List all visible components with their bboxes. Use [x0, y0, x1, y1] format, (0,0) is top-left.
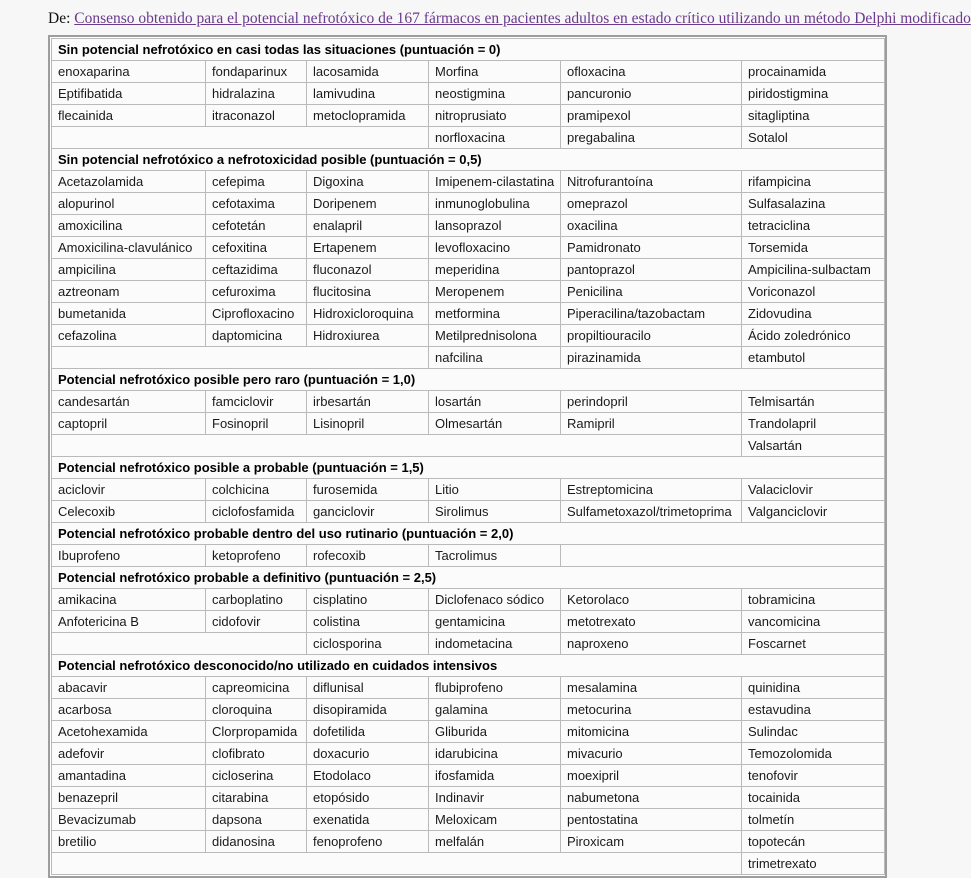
drug-cell: trimetrexato	[742, 853, 885, 875]
drug-cell: Torsemida	[742, 237, 885, 259]
table-row	[52, 611, 885, 633]
drug-cell: ketoprofeno	[206, 545, 307, 567]
drug-cell: nafcilina	[429, 347, 561, 369]
table-row	[52, 787, 885, 809]
drug-cell: indometacina	[429, 633, 561, 655]
drug-cell: Zidovudina	[742, 303, 885, 325]
drug-cell: pantoprazol	[561, 259, 742, 281]
drug-cell: tenofovir	[742, 765, 885, 787]
table-row	[52, 677, 885, 699]
drug-cell: procainamida	[742, 61, 885, 83]
drug-cell: cisplatino	[307, 589, 429, 611]
drug-cell: gentamicina	[429, 611, 561, 633]
drug-cell: topotecán	[742, 831, 885, 853]
drug-cell: pirazinamida	[561, 347, 742, 369]
table-row	[52, 215, 885, 237]
drug-cell: Ertapenem	[307, 237, 429, 259]
section-header: Potencial nefrotóxico posible a probable (puntuación = 1,5)	[52, 457, 885, 479]
section-header: Sin potencial nefrotóxico a nefrotoxicidad posible (puntuación = 0,5)	[52, 149, 885, 171]
table-row	[52, 259, 885, 281]
drug-cell: Celecoxib	[52, 501, 206, 523]
drug-cell: Morfina	[429, 61, 561, 83]
drug-cell: enoxaparina	[52, 61, 206, 83]
drug-cell: Acetohexamida	[52, 721, 206, 743]
drug-cell: adefovir	[52, 743, 206, 765]
drug-cell: Fosinopril	[206, 413, 307, 435]
drug-cell: Trandolapril	[742, 413, 885, 435]
drug-cell: lacosamida	[307, 61, 429, 83]
section-header: Potencial nefrotóxico probable a definitivo (puntuación = 2,5)	[52, 567, 885, 589]
table-row	[52, 237, 885, 259]
table-row	[52, 743, 885, 765]
drug-cell: cloroquina	[206, 699, 307, 721]
drug-cell: omeprazol	[561, 193, 742, 215]
drug-cell: Indinavir	[429, 787, 561, 809]
drug-cell: Clorpropamida	[206, 721, 307, 743]
table-frame	[48, 35, 887, 878]
section-row	[52, 149, 885, 171]
drug-cell: Acetazolamida	[52, 171, 206, 193]
drug-cell: meperidina	[429, 259, 561, 281]
drug-cell: candesartán	[52, 391, 206, 413]
drug-cell: metotrexato	[561, 611, 742, 633]
drug-cell: Piperacilina/tazobactam	[561, 303, 742, 325]
drug-cell: ciclofosfamida	[206, 501, 307, 523]
drug-cell: enalapril	[307, 215, 429, 237]
table-row	[52, 435, 885, 457]
drug-cell: Penicilina	[561, 281, 742, 303]
drug-cell: flucitosina	[307, 281, 429, 303]
drug-cell: Metilprednisolona	[429, 325, 561, 347]
drug-cell: Sotalol	[742, 127, 885, 149]
table-row	[52, 633, 885, 655]
table-row	[52, 127, 885, 149]
drug-cell: Estreptomicina	[561, 479, 742, 501]
drug-cell	[52, 633, 307, 655]
table-body	[52, 39, 885, 875]
drug-cell: carboplatino	[206, 589, 307, 611]
drug-cell: cefazolina	[52, 325, 206, 347]
drug-cell: Sulfametoxazol/trimetoprima	[561, 501, 742, 523]
drug-cell: Piroxicam	[561, 831, 742, 853]
table-row	[52, 699, 885, 721]
drug-cell: Nitrofurantoína	[561, 171, 742, 193]
drug-cell: acarbosa	[52, 699, 206, 721]
drug-cell: fluconazol	[307, 259, 429, 281]
drug-cell: colistina	[307, 611, 429, 633]
drug-cell: ifosfamida	[429, 765, 561, 787]
drug-cell: diflunisal	[307, 677, 429, 699]
drug-cell: disopiramida	[307, 699, 429, 721]
drug-cell: Etodolaco	[307, 765, 429, 787]
drug-cell: Litio	[429, 479, 561, 501]
table-row	[52, 831, 885, 853]
drug-cell: hidralazina	[206, 83, 307, 105]
drug-cell: Anfotericina B	[52, 611, 206, 633]
drug-cell: idarubicina	[429, 743, 561, 765]
drug-cell: Telmisartán	[742, 391, 885, 413]
drug-cell: Hidroxiurea	[307, 325, 429, 347]
drug-cell: tolmetín	[742, 809, 885, 831]
drug-cell: Valganciclovir	[742, 501, 885, 523]
drug-cell: captopril	[52, 413, 206, 435]
drug-cell: amantadina	[52, 765, 206, 787]
drug-cell: cefoxitina	[206, 237, 307, 259]
drug-cell: Valaciclovir	[742, 479, 885, 501]
drug-cell: etopósido	[307, 787, 429, 809]
table-row	[52, 171, 885, 193]
drug-cell: melfalán	[429, 831, 561, 853]
drug-cell: bumetanida	[52, 303, 206, 325]
drug-cell: lansoprazol	[429, 215, 561, 237]
drug-cell: Sulfasalazina	[742, 193, 885, 215]
drug-cell: lamivudina	[307, 83, 429, 105]
drug-cell: pramipexol	[561, 105, 742, 127]
drug-cell: sitagliptina	[742, 105, 885, 127]
drug-cell: Digoxina	[307, 171, 429, 193]
drug-cell: pentostatina	[561, 809, 742, 831]
drug-cell: ofloxacina	[561, 61, 742, 83]
drug-cell	[52, 853, 742, 875]
drug-cell: furosemida	[307, 479, 429, 501]
drug-cell: tobramicina	[742, 589, 885, 611]
drug-cell: nitroprusiato	[429, 105, 561, 127]
drug-cell: galamina	[429, 699, 561, 721]
drug-cell: fenoprofeno	[307, 831, 429, 853]
table-row	[52, 479, 885, 501]
drug-cell: naproxeno	[561, 633, 742, 655]
drug-cell: alopurinol	[52, 193, 206, 215]
drug-cell: capreomicina	[206, 677, 307, 699]
drug-cell: metocurina	[561, 699, 742, 721]
drug-cell: ganciclovir	[307, 501, 429, 523]
section-row	[52, 523, 885, 545]
table-row	[52, 61, 885, 83]
drug-cell: exenatida	[307, 809, 429, 831]
drug-cell: Tacrolimus	[429, 545, 561, 567]
table-row	[52, 545, 885, 567]
drug-cell: vancomicina	[742, 611, 885, 633]
drug-cell: mesalamina	[561, 677, 742, 699]
drug-cell: ciclosporina	[307, 633, 429, 655]
table-row	[52, 83, 885, 105]
drug-cell	[52, 347, 429, 369]
drug-cell: nabumetona	[561, 787, 742, 809]
drug-cell: Gliburida	[429, 721, 561, 743]
table-row	[52, 105, 885, 127]
source-prefix-label: De:	[48, 10, 71, 27]
drug-cell: pancuronio	[561, 83, 742, 105]
table-row	[52, 765, 885, 787]
drug-cell: etambutol	[742, 347, 885, 369]
drug-cell: oxacilina	[561, 215, 742, 237]
drug-cell: Lisinopril	[307, 413, 429, 435]
drug-cell: Amoxicilina-clavulánico	[52, 237, 206, 259]
drug-cell: tetraciclina	[742, 215, 885, 237]
drug-cell: aciclovir	[52, 479, 206, 501]
drug-cell: Voriconazol	[742, 281, 885, 303]
drug-cell: losartán	[429, 391, 561, 413]
table-row	[52, 501, 885, 523]
table-row	[52, 391, 885, 413]
drug-cell: Ramipril	[561, 413, 742, 435]
drug-cell: cefotetán	[206, 215, 307, 237]
drug-cell: pregabalina	[561, 127, 742, 149]
drug-cell: cicloserina	[206, 765, 307, 787]
drug-cell: doxacurio	[307, 743, 429, 765]
section-header: Sin potencial nefrotóxico en casi todas las situaciones (puntuación = 0)	[52, 39, 885, 61]
drug-cell: ceftazidima	[206, 259, 307, 281]
drug-cell: abacavir	[52, 677, 206, 699]
drug-cell: Meropenem	[429, 281, 561, 303]
section-header: Potencial nefrotóxico probable dentro del uso rutinario (puntuación = 2,0)	[52, 523, 885, 545]
drug-cell: Doripenem	[307, 193, 429, 215]
section-header: Potencial nefrotóxico desconocido/no utilizado en cuidados intensivos	[52, 655, 885, 677]
table-row	[52, 853, 885, 875]
drug-cell: ampicilina	[52, 259, 206, 281]
drug-cell: famciclovir	[206, 391, 307, 413]
table-row	[52, 413, 885, 435]
drug-cell: neostigmina	[429, 83, 561, 105]
drug-cell: Diclofenaco sódico	[429, 589, 561, 611]
drug-cell: cidofovir	[206, 611, 307, 633]
drug-cell: moexipril	[561, 765, 742, 787]
drug-cell: Imipenem-cilastatina	[429, 171, 561, 193]
drug-cell: rifampicina	[742, 171, 885, 193]
drug-cell: Hidroxicloroquina	[307, 303, 429, 325]
drug-cell: tocainida	[742, 787, 885, 809]
drug-cell: Foscarnet	[742, 633, 885, 655]
section-row	[52, 369, 885, 391]
drug-cell: Bevacizumab	[52, 809, 206, 831]
drug-cell: cefuroxima	[206, 281, 307, 303]
section-header: Potencial nefrotóxico posible pero raro (puntuación = 1,0)	[52, 369, 885, 391]
drug-cell: Ácido zoledrónico	[742, 325, 885, 347]
table-row	[52, 193, 885, 215]
table-row	[52, 721, 885, 743]
drug-cell: Ampicilina-sulbactam	[742, 259, 885, 281]
table-row	[52, 303, 885, 325]
section-row	[52, 567, 885, 589]
drug-cell: dofetilida	[307, 721, 429, 743]
drug-cell: flecainida	[52, 105, 206, 127]
drug-cell: inmunoglobulina	[429, 193, 561, 215]
drug-cell: Valsartán	[742, 435, 885, 457]
drug-cell: perindopril	[561, 391, 742, 413]
drug-cell: Ketorolaco	[561, 589, 742, 611]
table-row	[52, 589, 885, 611]
drug-cell: amoxicilina	[52, 215, 206, 237]
drug-cell	[52, 435, 742, 457]
drug-cell: Eptifibatida	[52, 83, 206, 105]
section-row	[52, 655, 885, 677]
drug-cell: Meloxicam	[429, 809, 561, 831]
drug-cell: citarabina	[206, 787, 307, 809]
drug-cell: flubiprofeno	[429, 677, 561, 699]
drug-cell: Ibuprofeno	[52, 545, 206, 567]
source-link[interactable]: Consenso obtenido para el potencial nefrotóxico de 167 fármacos en pacientes adultos en estado crítico utilizando un método Delphi modificado	[74, 10, 971, 27]
nephrotoxicity-table	[51, 38, 885, 875]
drug-cell: Sulindac	[742, 721, 885, 743]
drug-cell	[561, 545, 885, 567]
drug-cell: benazepril	[52, 787, 206, 809]
drug-cell: metformina	[429, 303, 561, 325]
drug-cell: cefotaxima	[206, 193, 307, 215]
drug-cell: clofibrato	[206, 743, 307, 765]
source-line	[48, 10, 971, 28]
table-row	[52, 347, 885, 369]
drug-cell: metoclopramida	[307, 105, 429, 127]
drug-cell: mivacurio	[561, 743, 742, 765]
drug-cell: aztreonam	[52, 281, 206, 303]
drug-cell: Sirolimus	[429, 501, 561, 523]
section-row	[52, 39, 885, 61]
table-row	[52, 809, 885, 831]
table-row	[52, 281, 885, 303]
drug-cell: colchicina	[206, 479, 307, 501]
drug-cell: estavudina	[742, 699, 885, 721]
drug-cell: irbesartán	[307, 391, 429, 413]
drug-cell: daptomicina	[206, 325, 307, 347]
drug-cell: levofloxacino	[429, 237, 561, 259]
drug-cell: didanosina	[206, 831, 307, 853]
drug-cell: propiltiouracilo	[561, 325, 742, 347]
drug-cell: Temozolomida	[742, 743, 885, 765]
drug-cell: bretilio	[52, 831, 206, 853]
drug-cell: Olmesartán	[429, 413, 561, 435]
drug-cell: dapsona	[206, 809, 307, 831]
drug-cell: mitomicina	[561, 721, 742, 743]
drug-cell: itraconazol	[206, 105, 307, 127]
drug-cell: fondaparinux	[206, 61, 307, 83]
section-row	[52, 457, 885, 479]
drug-cell: norfloxacina	[429, 127, 561, 149]
table-row	[52, 325, 885, 347]
drug-cell: quinidina	[742, 677, 885, 699]
drug-cell: rofecoxib	[307, 545, 429, 567]
drug-cell	[52, 127, 429, 149]
drug-cell: amikacina	[52, 589, 206, 611]
drug-cell: Pamidronato	[561, 237, 742, 259]
drug-cell: Ciprofloxacino	[206, 303, 307, 325]
drug-cell: cefepima	[206, 171, 307, 193]
drug-cell: piridostigmina	[742, 83, 885, 105]
